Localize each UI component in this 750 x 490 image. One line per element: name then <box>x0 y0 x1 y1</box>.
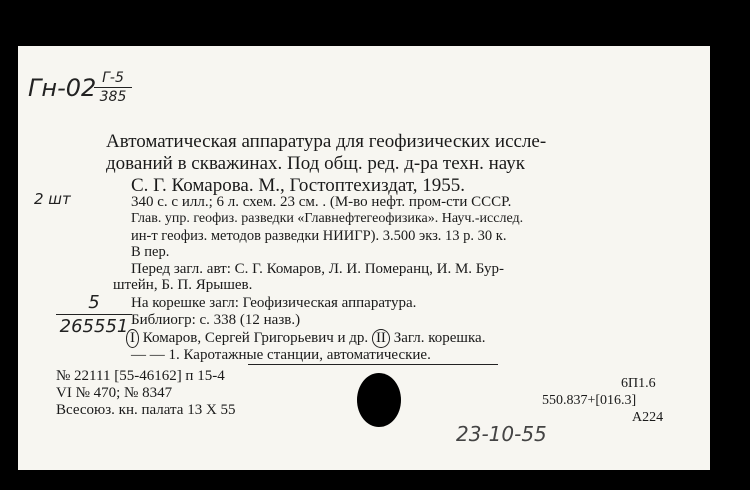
fraction-bar <box>94 87 132 88</box>
call-number-numerator: Г-5 <box>102 70 124 86</box>
tracing-circled-1: I <box>126 329 139 348</box>
notes-line-2: штейн, Б. П. Ярышев. <box>113 277 253 293</box>
inventory-denominator: 265551 <box>59 316 129 337</box>
description-line-3: ин-т геофиз. методов разведки НИИГР). 3.500 экз. 13 р. 30 к. <box>131 228 507 244</box>
tracing-title-spine: Загл. корешка. <box>393 330 486 346</box>
title-line-3: С. Г. Комарова. М., Гостоптехиздат, 1955. <box>131 175 465 196</box>
tracing-underline <box>248 364 498 365</box>
tracing-author: Комаров, Сергей Григорьевич и др. <box>142 330 369 346</box>
notes-line-3: На корешке загл: Геофизическая аппаратура. <box>131 295 417 311</box>
description-line-2: Глав. упр. геофиз. разведки «Главнефтегеофизика». Науч.-исслед. <box>131 211 524 226</box>
call-number-denominator: 385 <box>99 89 127 105</box>
footer-right-line-2: 550.837+[016.3] <box>542 393 637 408</box>
footer-left-line-2: VI № 470; № 8347 <box>56 385 173 401</box>
description-line-1: 340 с. с илл.; 6 л. схем. 23 см. . (М-во нефт. пром-сти СССР. <box>131 194 512 210</box>
notes-line-4: Библиогр: с. 338 (12 назв.) <box>131 312 301 328</box>
call-number-fraction <box>94 70 132 105</box>
inventory-fraction-bar <box>56 314 132 315</box>
description-line-4: В пер. <box>131 244 170 260</box>
footer-right-line-3: А224 <box>632 410 664 425</box>
footer-left-line-1: № 22111 [55-46162] п 15-4 <box>56 368 225 384</box>
footer-right-line-1: 6П1.6 <box>621 376 656 391</box>
tracing-circled-2: II <box>372 329 390 348</box>
punch-hole <box>357 373 401 427</box>
call-number-main: Гн-02 <box>28 74 97 102</box>
footer-left-line-3: Всесоюз. кн. палата 13 Х 55 <box>56 402 236 418</box>
inventory-numerator: 5 <box>88 292 100 313</box>
title-line-1: Автоматическая аппаратура для геофизических иссле- <box>106 131 547 152</box>
tracing-line-2: — — 1. Каротажные станции, автоматические. <box>131 347 431 363</box>
handwritten-date: 23-10-55 <box>456 422 547 446</box>
copies-handwritten-mark: 2 шт <box>34 190 71 208</box>
tracing-line-1 <box>126 329 485 348</box>
title-line-2: дований в скважинах. Под общ. ред. д-ра техн. наук <box>106 153 525 174</box>
notes-line-1: Перед загл. авт: С. Г. Комаров, Л. И. Померанц, И. М. Бур- <box>131 261 505 277</box>
inventory-fraction <box>56 292 132 337</box>
